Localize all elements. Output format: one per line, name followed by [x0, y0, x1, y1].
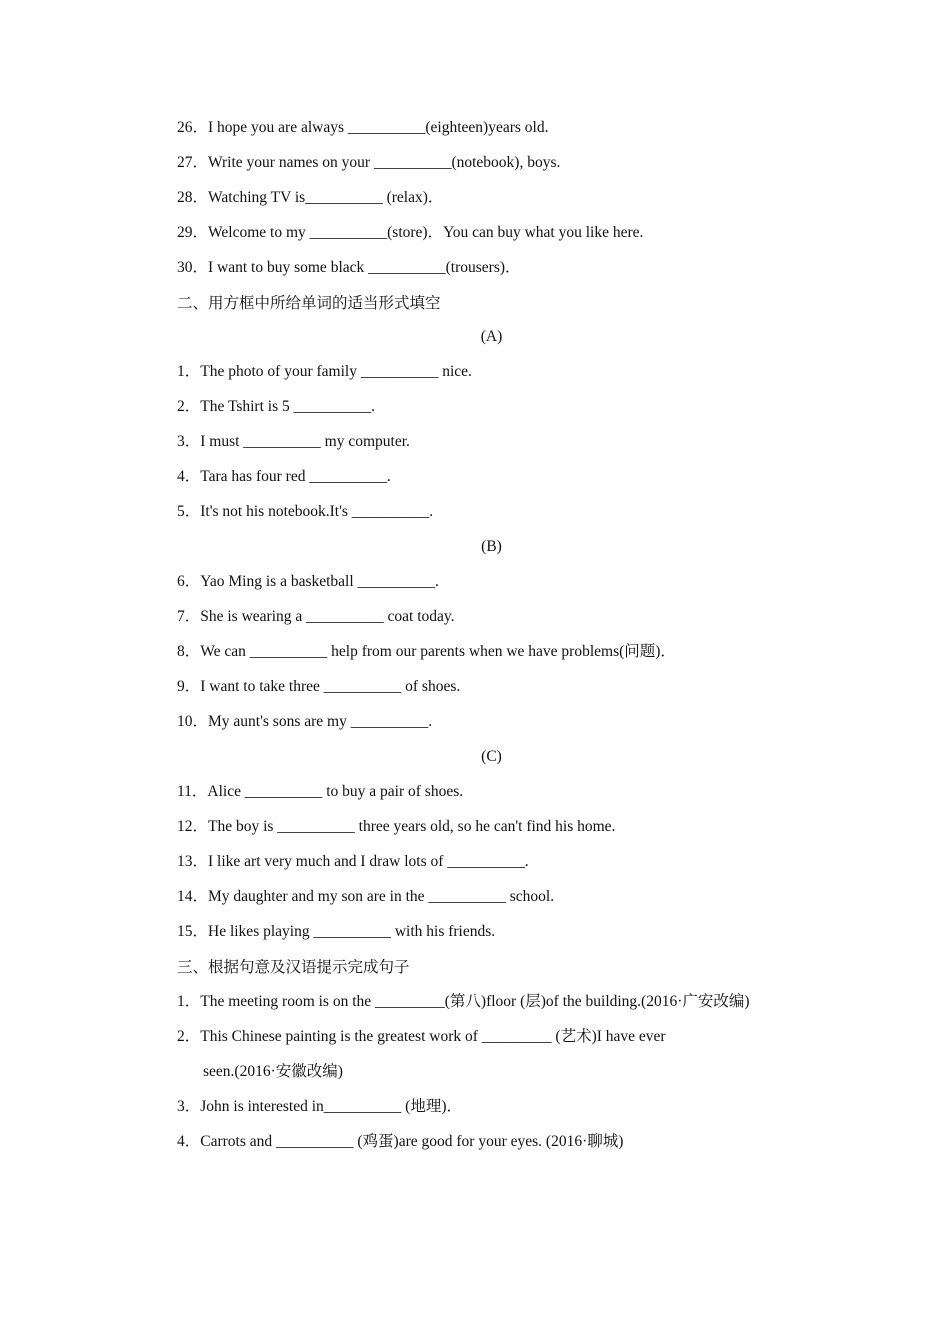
sentence-item-2: 2．This Chinese painting is the greatest work of _________ (艺术)I have ever	[177, 1028, 666, 1045]
sentence-item-4: 4．Carrots and __________ (鸡蛋)are good for your eyes. (2016·聊城)	[177, 1133, 624, 1150]
exercise-item-a1: 1．The photo of your family __________ nice.	[177, 363, 472, 380]
exercise-item-c13: 13．I like art very much and I draw lots of __________.	[177, 853, 529, 870]
subsection-label-c: (C)	[481, 748, 502, 765]
exercise-item-a2: 2．The Tshirt is 5 __________.	[177, 398, 375, 415]
exercise-item-c15: 15．He likes playing __________ with his friends.	[177, 923, 496, 940]
section-heading-3: 三、根据句意及汉语提示完成句子	[177, 958, 410, 976]
exercise-item-b9: 9．I want to take three __________ of shoes.	[177, 678, 461, 695]
exercise-item-b7: 7．She is wearing a __________ coat today.	[177, 608, 455, 625]
section-heading-2: 二、用方框中所给单词的适当形式填空	[177, 294, 441, 312]
exercise-item-c12: 12．The boy is __________ three years old, so he can't find his home.	[177, 818, 616, 835]
exercise-item-b10: 10．My aunt's sons are my __________.	[177, 713, 433, 730]
subsection-label-b: (B)	[481, 538, 502, 555]
exercise-item-c14: 14．My daughter and my son are in the __________ school.	[177, 888, 555, 905]
exercise-item-29: 29．Welcome to my __________(store)．You can buy what you like here.	[177, 224, 644, 241]
exercise-item-b8: 8．We can __________ help from our parents when we have problems(问题)．	[177, 643, 676, 660]
exercise-item-a3: 3．I must __________ my computer.	[177, 433, 410, 450]
exercise-item-a5: 5．It's not his notebook.It's __________.	[177, 503, 434, 520]
subsection-label-a: (A)	[480, 328, 503, 345]
sentence-item-1: 1．The meeting room is on the _________(第八)floor (层)of the building.(2016·广安改编)	[177, 993, 750, 1010]
exercise-item-26: 26．I hope you are always __________(eighteen)years old.	[177, 119, 549, 136]
exercise-item-b6: 6．Yao Ming is a basketball __________.	[177, 573, 439, 590]
sentence-item-3: 3．John is interested in__________ (地理)．	[177, 1098, 463, 1115]
exercise-item-a4: 4．Tara has four red __________.	[177, 468, 391, 485]
exercise-item-28: 28．Watching TV is__________ (relax)．	[177, 189, 444, 206]
sentence-item-2-continued: seen.(2016·安徽改编)	[203, 1063, 343, 1080]
exercise-item-c11: 11．Alice __________ to buy a pair of shoes.	[177, 783, 464, 800]
exercise-item-30: 30．I want to buy some black __________(trousers)．	[177, 259, 521, 276]
exercise-item-27: 27．Write your names on your __________(notebook), boys.	[177, 154, 561, 171]
